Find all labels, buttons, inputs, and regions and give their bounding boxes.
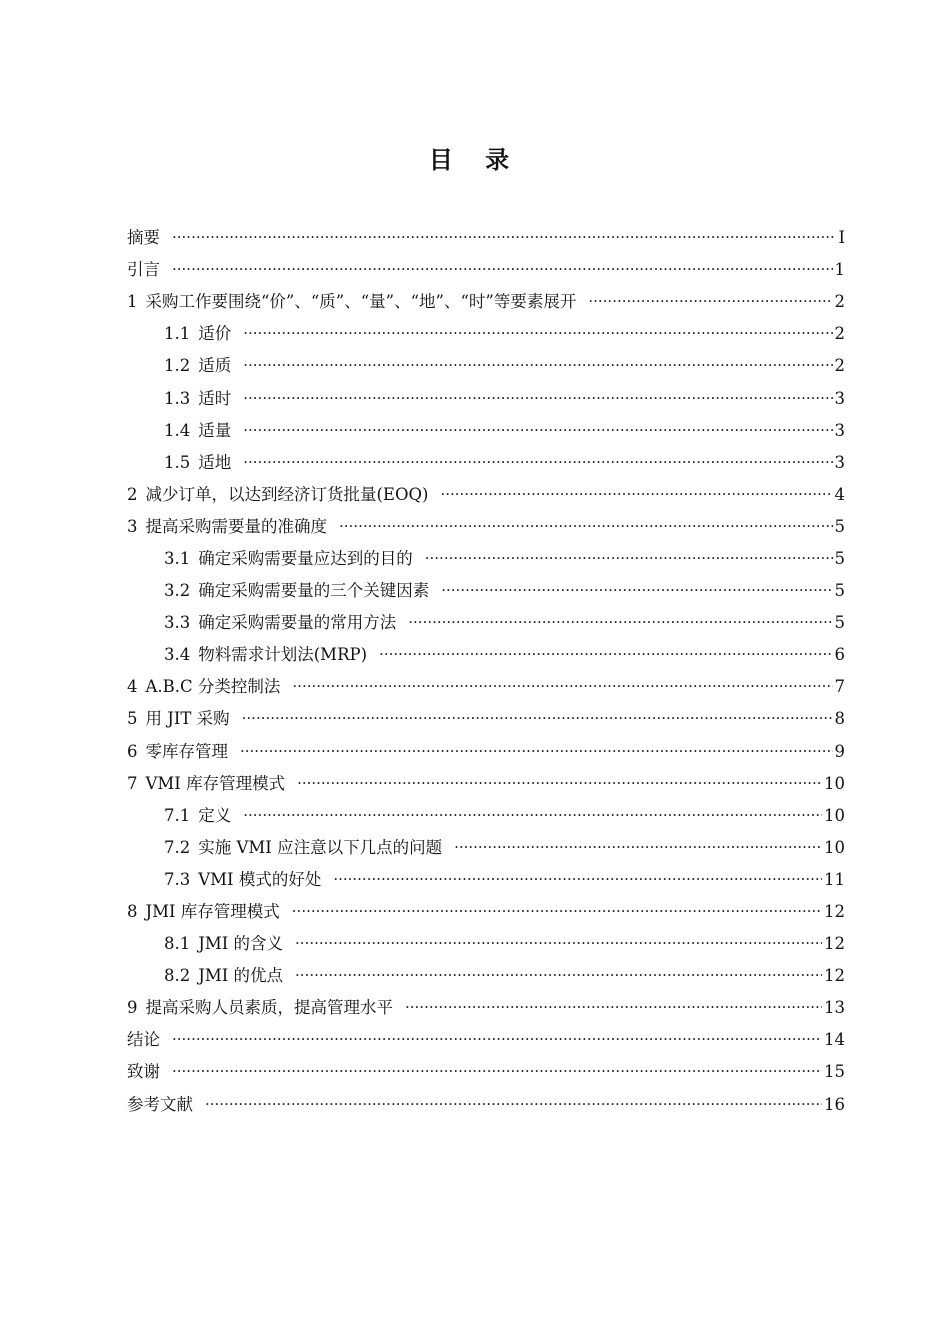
toc-entry[interactable] bbox=[127, 864, 845, 896]
toc-entry[interactable] bbox=[127, 607, 845, 639]
toc-entry[interactable] bbox=[127, 447, 845, 479]
toc-entry-page-number: 12 bbox=[824, 902, 845, 922]
toc-entry-title: A.B.C 分类控制法 bbox=[145, 677, 281, 697]
toc-entry-number: 2 bbox=[127, 484, 138, 504]
toc-entry-title: 适时 bbox=[198, 388, 232, 408]
toc-entry-number: 3.3 bbox=[164, 613, 191, 633]
toc-entry-number: 7.3 bbox=[164, 869, 191, 889]
toc-entry-title: 摘要 bbox=[127, 228, 160, 248]
toc-leader-dots bbox=[172, 1060, 822, 1082]
toc-entry-page-number: 12 bbox=[824, 934, 845, 954]
toc-entry-page-number: 15 bbox=[824, 1062, 845, 1082]
toc-entry-title: 适量 bbox=[198, 420, 232, 440]
toc-entry-page-number: 10 bbox=[824, 805, 845, 825]
toc-entry[interactable] bbox=[127, 479, 845, 511]
toc-leader-dots bbox=[243, 804, 822, 826]
toc-entry-page-number: 5 bbox=[834, 516, 845, 536]
toc-entry[interactable] bbox=[127, 639, 845, 671]
toc-entry-page-number: 12 bbox=[824, 966, 845, 986]
toc-entry-title: 适价 bbox=[198, 324, 232, 344]
toc-entry-number: 4 bbox=[127, 677, 138, 697]
toc-entry-title: 实施 VMI 应注意以下几点的问题 bbox=[198, 837, 443, 857]
toc-entry-page-number: 2 bbox=[834, 292, 845, 312]
toc-leader-dots bbox=[333, 868, 822, 890]
toc-entry-title: 适质 bbox=[198, 356, 232, 376]
toc-entry-title: 用 JIT 采购 bbox=[145, 709, 230, 729]
toc-leader-dots bbox=[243, 354, 832, 376]
toc-leader-dots bbox=[297, 772, 822, 794]
toc-leader-dots bbox=[339, 515, 833, 537]
toc-entry[interactable] bbox=[127, 671, 845, 703]
toc-leader-dots bbox=[454, 836, 822, 858]
toc-entry-page-number: 5 bbox=[834, 548, 845, 568]
toc-entry-title: 确定采购需要量的三个关键因素 bbox=[198, 581, 430, 601]
toc-leader-dots bbox=[292, 900, 822, 922]
toc-entry-title: 提高采购需要量的准确度 bbox=[145, 516, 327, 536]
toc-entry-page-number: I bbox=[838, 228, 845, 248]
toc-leader-dots bbox=[243, 322, 832, 344]
toc-entry-page-number: 13 bbox=[824, 998, 845, 1018]
toc-entry-number: 3.1 bbox=[164, 548, 191, 568]
toc-leader-dots bbox=[441, 579, 832, 601]
toc-entry[interactable] bbox=[127, 736, 845, 768]
toc-leader-dots bbox=[242, 707, 833, 729]
toc-entry-page-number: 10 bbox=[824, 837, 845, 857]
toc-entry[interactable] bbox=[127, 1024, 845, 1056]
toc-entry-number: 8.1 bbox=[164, 934, 191, 954]
toc-entry-title: 采购工作要围绕“价”、“质”、“量”、“地”、“时”等要素展开 bbox=[145, 292, 577, 312]
toc-entry-title: 减少订单，以达到经济订货批量(EOQ) bbox=[145, 484, 429, 504]
page-title: 目 录 bbox=[428, 146, 522, 174]
toc-entry-page-number: 4 bbox=[834, 484, 845, 504]
toc-leader-dots bbox=[172, 258, 833, 280]
toc-entry-page-number: 2 bbox=[834, 324, 845, 344]
toc-leader-dots bbox=[243, 419, 832, 441]
toc-entry-number: 9 bbox=[127, 998, 138, 1018]
toc-entry-number: 7.1 bbox=[164, 805, 191, 825]
toc-leader-dots bbox=[588, 290, 832, 312]
toc-entry[interactable] bbox=[127, 286, 845, 318]
toc-entry-title: 定义 bbox=[198, 805, 232, 825]
toc-entry-page-number: 6 bbox=[834, 645, 845, 665]
toc-entry-number: 8 bbox=[127, 902, 138, 922]
toc-entry-number: 7.2 bbox=[164, 837, 191, 857]
toc-entry-number: 1.4 bbox=[164, 420, 191, 440]
toc-entry-title: 物料需求计划法(MRP) bbox=[198, 645, 368, 665]
toc-entry[interactable] bbox=[127, 543, 845, 575]
toc-entry[interactable] bbox=[127, 511, 845, 543]
toc-entry[interactable] bbox=[127, 222, 845, 254]
toc-leader-dots bbox=[295, 964, 822, 986]
toc-entry-number: 1.3 bbox=[164, 388, 191, 408]
toc-entry[interactable] bbox=[127, 832, 845, 864]
toc-entry-page-number: 3 bbox=[834, 388, 845, 408]
toc-leader-dots bbox=[292, 675, 832, 697]
toc-entry-page-number: 9 bbox=[834, 741, 845, 761]
toc-entry[interactable] bbox=[127, 1089, 845, 1121]
toc-entry[interactable] bbox=[127, 992, 845, 1024]
toc-leader-dots bbox=[379, 643, 832, 665]
toc-entry[interactable] bbox=[127, 382, 845, 414]
toc-entry[interactable] bbox=[127, 896, 845, 928]
toc-entry[interactable] bbox=[127, 318, 845, 350]
toc-entry-title: VMI 库存管理模式 bbox=[145, 773, 286, 793]
toc-entry[interactable] bbox=[127, 254, 845, 286]
toc-entry-title: JMI 的优点 bbox=[198, 966, 284, 986]
toc-entry[interactable] bbox=[127, 768, 845, 800]
toc-entry-title: 参考文献 bbox=[127, 1094, 193, 1114]
toc-leader-dots bbox=[425, 547, 833, 569]
table-of-contents bbox=[127, 222, 845, 1121]
toc-entry-number: 1 bbox=[127, 292, 138, 312]
toc-entry[interactable] bbox=[127, 800, 845, 832]
toc-leader-dots bbox=[405, 996, 822, 1018]
toc-entry-page-number: 5 bbox=[834, 613, 845, 633]
toc-entry-title: 确定采购需要量应达到的目的 bbox=[198, 548, 413, 568]
toc-entry-title: 提高采购人员素质，提高管理水平 bbox=[145, 998, 393, 1018]
toc-entry-number: 1.5 bbox=[164, 452, 191, 472]
toc-entry-page-number: 1 bbox=[834, 260, 845, 280]
toc-entry-title: JMI 库存管理模式 bbox=[145, 902, 280, 922]
toc-entry-page-number: 14 bbox=[824, 1030, 845, 1050]
toc-entry-title: VMI 模式的好处 bbox=[198, 869, 322, 889]
toc-entry[interactable] bbox=[127, 415, 845, 447]
toc-entry-number: 1.1 bbox=[164, 324, 191, 344]
toc-entry-number: 3.4 bbox=[164, 645, 191, 665]
toc-entry-title: 结论 bbox=[127, 1030, 160, 1050]
toc-entry-number: 6 bbox=[127, 741, 138, 761]
toc-entry-page-number: 2 bbox=[834, 356, 845, 376]
toc-leader-dots bbox=[243, 387, 832, 409]
toc-entry-title: 确定采购需要量的常用方法 bbox=[198, 613, 397, 633]
toc-entry-title: JMI 的含义 bbox=[198, 934, 284, 954]
toc-entry-number: 5 bbox=[127, 709, 138, 729]
toc-entry-page-number: 3 bbox=[834, 452, 845, 472]
toc-entry-page-number: 3 bbox=[834, 420, 845, 440]
toc-entry[interactable] bbox=[127, 1056, 845, 1088]
toc-entry-title: 致谢 bbox=[127, 1062, 160, 1082]
toc-entry-number: 3 bbox=[127, 516, 138, 536]
toc-entry-page-number: 10 bbox=[824, 773, 845, 793]
toc-leader-dots bbox=[408, 611, 832, 633]
toc-leader-dots bbox=[172, 1028, 822, 1050]
toc-entry[interactable] bbox=[127, 575, 845, 607]
toc-entry-page-number: 11 bbox=[824, 869, 845, 889]
toc-entry[interactable] bbox=[127, 928, 845, 960]
toc-entry-page-number: 16 bbox=[824, 1094, 845, 1114]
toc-entry-page-number: 7 bbox=[834, 677, 845, 697]
toc-leader-dots bbox=[205, 1093, 822, 1115]
toc-entry[interactable] bbox=[127, 703, 845, 735]
toc-entry-number: 7 bbox=[127, 773, 138, 793]
toc-leader-dots bbox=[243, 451, 832, 473]
toc-leader-dots bbox=[240, 740, 833, 762]
toc-leader-dots bbox=[172, 226, 835, 248]
toc-entry-number: 1.2 bbox=[164, 356, 191, 376]
toc-entry[interactable] bbox=[127, 350, 845, 382]
toc-leader-dots bbox=[440, 483, 832, 505]
toc-entry-page-number: 5 bbox=[834, 581, 845, 601]
toc-entry-number: 3.2 bbox=[164, 581, 191, 601]
toc-leader-dots bbox=[295, 932, 822, 954]
toc-entry-title: 引言 bbox=[127, 260, 160, 280]
toc-entry-title: 零库存管理 bbox=[145, 741, 228, 761]
toc-entry-title: 适地 bbox=[198, 452, 232, 472]
toc-entry-page-number: 8 bbox=[834, 709, 845, 729]
toc-entry[interactable] bbox=[127, 960, 845, 992]
toc-entry-number: 8.2 bbox=[164, 966, 191, 986]
